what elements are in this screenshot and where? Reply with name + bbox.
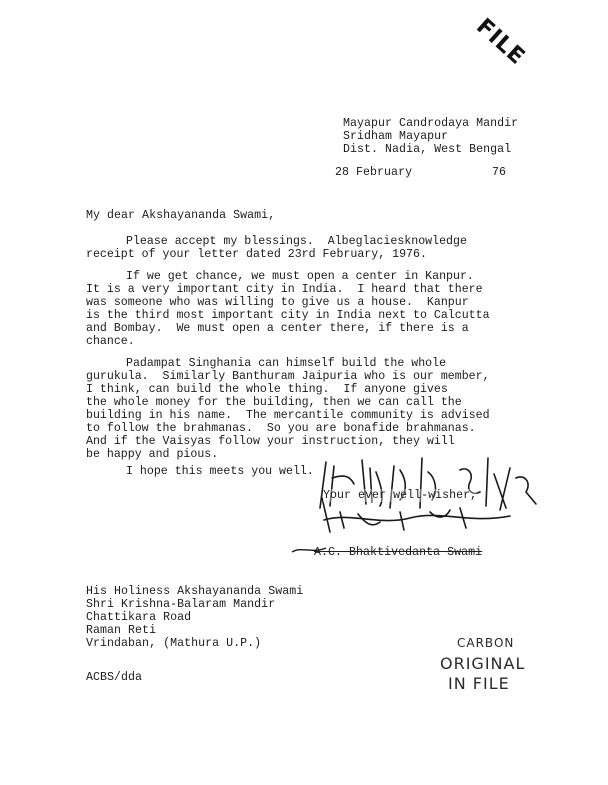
paragraph-line: And if the Vaisyas follow your instruction, they will bbox=[86, 435, 455, 448]
carbon-stamp: CARBON bbox=[457, 636, 515, 650]
recipient-line-5: Vrindaban, (Mathura U.P.) bbox=[86, 637, 262, 650]
address-line-3: Dist. Nadia, West Bengal bbox=[343, 143, 512, 156]
paragraph-line: was someone who was willing to give us a house. Kanpur bbox=[86, 296, 469, 309]
paragraph-line: I think, can build the whole thing. If anyone gives bbox=[86, 383, 448, 396]
paragraph-line: receipt of your letter dated 23rd February, 1976. bbox=[86, 248, 427, 261]
signature-name: A.C. Bhaktivedanta Swami bbox=[314, 546, 483, 559]
reference-initials: ACBS/dda bbox=[86, 671, 143, 684]
recipient-line-2: Shri Krishna-Balaram Mandir bbox=[86, 598, 276, 611]
strike-mark bbox=[290, 540, 330, 560]
paragraph-line: building in his name. The mercantile community is advised bbox=[86, 409, 490, 422]
paragraph-2 bbox=[126, 270, 576, 283]
paragraph-line: I hope this meets you well. bbox=[126, 465, 314, 478]
paragraph-line: gurukula. Similarly Banthuram Jaipuria who is our member, bbox=[86, 370, 490, 383]
paragraph-line: to follow the brahmanas. So you are bonafide brahmanas. bbox=[86, 422, 476, 435]
letter-date: 28 February bbox=[335, 166, 413, 179]
paragraph-line: the whole money for the building, then we can call the bbox=[86, 396, 462, 409]
original-stamp: ORIGINAL bbox=[440, 654, 526, 673]
paragraph-2-cont bbox=[86, 283, 536, 348]
file-corner-stamp: FILE bbox=[471, 14, 530, 71]
paragraph-line: be happy and pious. bbox=[86, 448, 219, 461]
paragraph-3 bbox=[126, 357, 576, 370]
paragraph-line: It is a very important city in India. I heard that there bbox=[86, 283, 483, 296]
recipient-line-1: His Holiness Akshayananda Swami bbox=[86, 585, 304, 598]
address-line-2: Sridham Mayapur bbox=[343, 130, 449, 143]
recipient-line-4: Raman Reti bbox=[86, 624, 157, 637]
address-line-1: Mayapur Candrodaya Mandir bbox=[343, 117, 519, 130]
paragraph-line: If we get chance, we must open a center in Kanpur. bbox=[126, 270, 474, 283]
recipient-line-3: Chattikara Road bbox=[86, 611, 192, 624]
paragraph-line: chance. bbox=[86, 335, 135, 348]
in-file-stamp: IN FILE bbox=[448, 674, 510, 693]
paragraph-line: is the third most important city in India next to Calcutta bbox=[86, 309, 490, 322]
paragraph-1-cont bbox=[86, 248, 536, 261]
salutation: My dear Akshayananda Swami, bbox=[86, 209, 276, 222]
paragraph-line: Padampat Singhania can himself build the whole bbox=[126, 357, 447, 370]
paragraph-1 bbox=[126, 235, 576, 248]
paragraph-line: Please accept my blessings. Albeglaciesknowledge bbox=[126, 235, 467, 248]
letter-year: 76 bbox=[492, 166, 507, 179]
closing: Your ever well-wisher, bbox=[323, 489, 478, 502]
paragraph-line: and Bombay. We must open a center there, if there is a bbox=[86, 322, 469, 335]
